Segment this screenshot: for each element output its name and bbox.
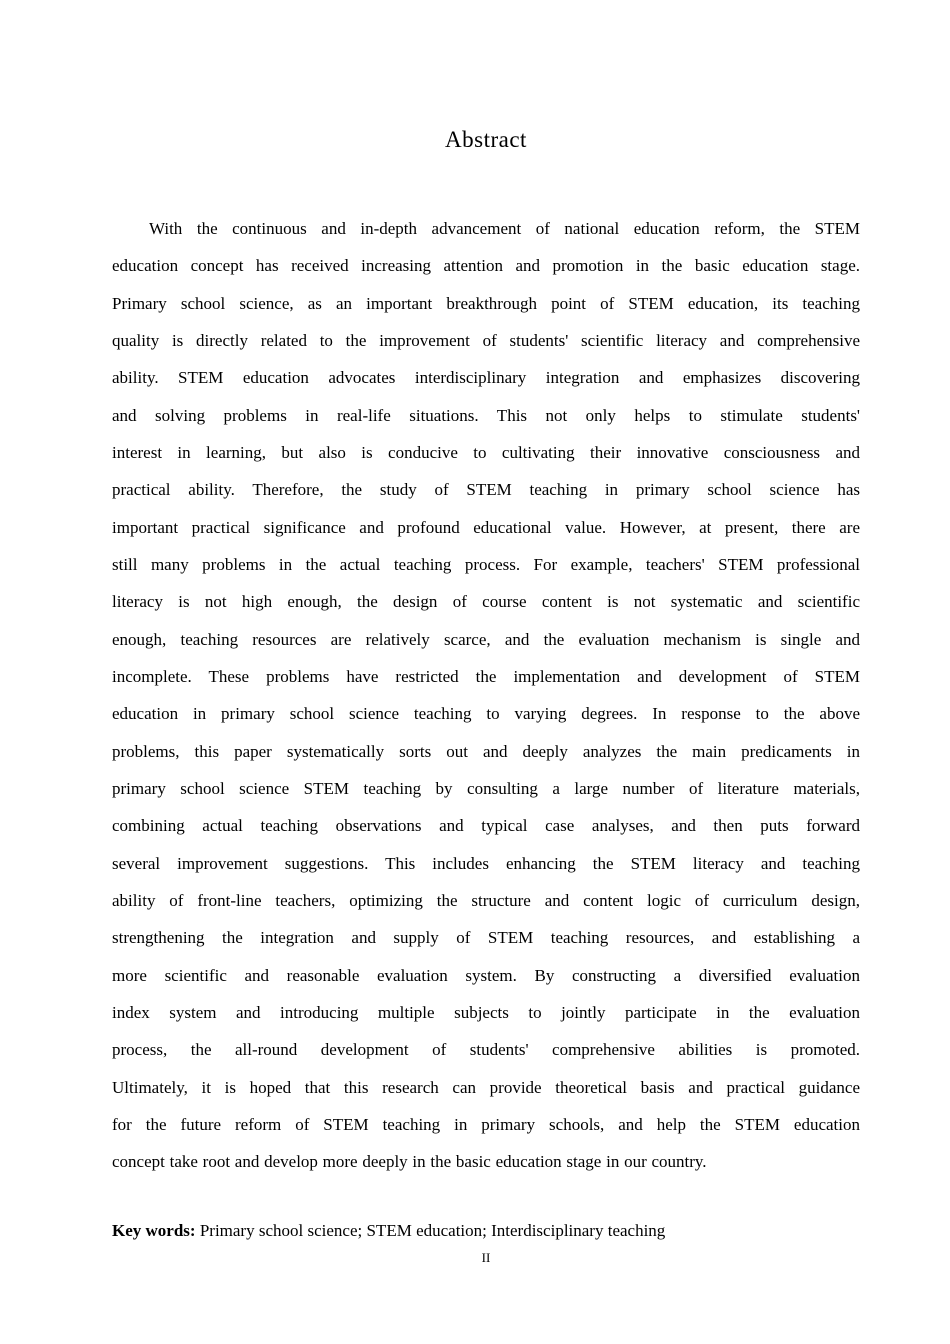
paragraph-line: education in primary school science teaching to varying degrees. In response to the above <box>112 704 860 724</box>
paragraph-line: With the continuous and in-depth advancement of national education reform, the STEM <box>149 219 860 238</box>
paragraph-line: primary school science STEM teaching by consulting a large number of literature materials, <box>112 778 860 798</box>
page-title: Abstract <box>445 127 527 152</box>
paragraph-line: index system and introducing multiple subjects to jointly participate in the evaluation <box>112 1002 860 1022</box>
page-number: II <box>481 1249 491 1265</box>
paragraph-line: Primary school science, as an important breakthrough point of STEM education, its teaching <box>112 293 860 313</box>
keywords-line <box>112 1217 860 1245</box>
paragraph-line: ability of front-line teachers, optimizing the structure and content logic of curriculum design, <box>112 890 860 910</box>
paragraph-line: several improvement suggestions. This includes enhancing the STEM literacy and teaching <box>112 853 860 873</box>
keywords-text: Primary school science; STEM education; Interdisciplinary teaching <box>195 1220 666 1240</box>
paragraph-line: for the future reform of STEM teaching in primary schools, and help the STEM education <box>112 1114 860 1134</box>
paragraph-line: Ultimately, it is hoped that this research can provide theoretical basis and practical guidance <box>112 1077 860 1097</box>
paragraph-line: enough, teaching resources are relatively scarce, and the evaluation mechanism is single and <box>112 629 860 649</box>
paragraph-line: literacy is not high enough, the design of course content is not systematic and scientific <box>112 592 860 612</box>
paragraph-line: education concept has received increasing attention and promotion in the basic education stage. <box>112 256 860 276</box>
paragraph-line: more scientific and reasonable evaluation system. By constructing a diversified evaluation <box>112 965 860 985</box>
paragraph-line: process, the all-round development of students' comprehensive abilities is promoted. <box>112 1040 860 1060</box>
paragraph-line: still many problems in the actual teaching process. For example, teachers' STEM professional <box>112 554 860 574</box>
paragraph-line: strengthening the integration and supply of STEM teaching resources, and establishing a <box>112 928 860 948</box>
paragraph-line: concept take root and develop more deeply in the basic education stage in our country. <box>112 1152 707 1172</box>
keywords-label: Key words: <box>112 1220 196 1240</box>
paragraph-line: ability. STEM education advocates interdisciplinary integration and emphasizes discovering <box>112 368 860 388</box>
paragraph-line: problems, this paper systematically sorts out and deeply analyzes the main predicaments in <box>112 741 860 761</box>
paragraph-line: combining actual teaching observations and typical case analyses, and then puts forward <box>112 816 860 836</box>
paragraph-line: important practical significance and profound educational value. However, at present, there are <box>112 517 860 537</box>
abstract-paragraph <box>112 210 860 1181</box>
paragraph-line: incomplete. These problems have restricted the implementation and development of STEM <box>112 666 860 686</box>
paragraph-line: interest in learning, but also is conducive to cultivating their innovative consciousness and <box>112 442 860 462</box>
paragraph-line: quality is directly related to the improvement of students' scientific literacy and comprehensive <box>112 330 860 350</box>
paragraph-line: practical ability. Therefore, the study of STEM teaching in primary school science has <box>112 480 860 500</box>
paragraph-line: and solving problems in real-life situations. This not only helps to stimulate students' <box>112 405 860 425</box>
document-content <box>112 0 860 1267</box>
